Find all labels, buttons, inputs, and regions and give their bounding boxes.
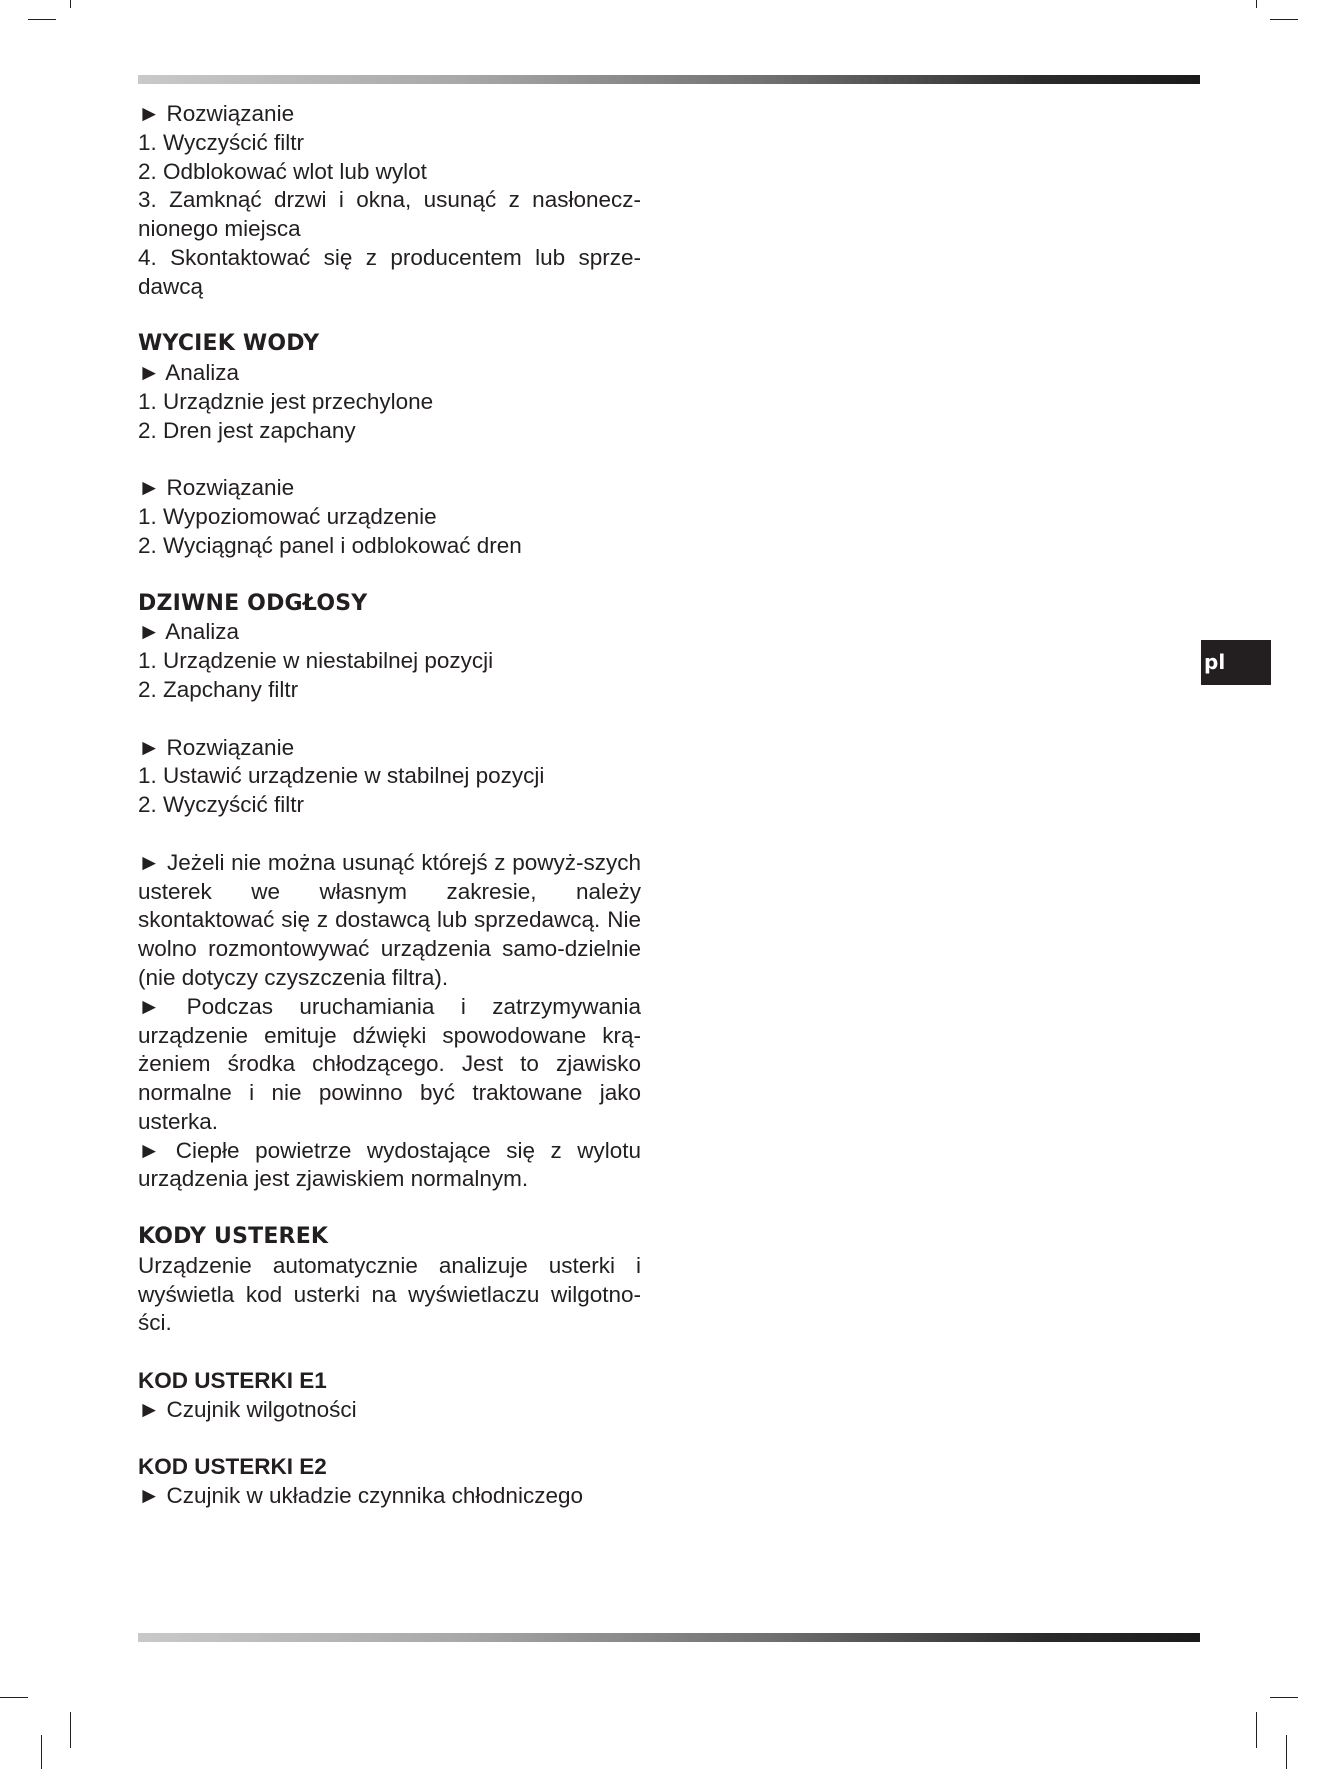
list-item: 3. Zamknąć drzwi i okna, usunąć z nasłonecz- bbox=[138, 187, 641, 213]
analysis-title: ► Analiza bbox=[138, 619, 240, 645]
crop-mark bbox=[0, 1697, 28, 1698]
list-item: 2. Dren jest zapchany bbox=[138, 417, 356, 443]
list-item: dawcą bbox=[138, 273, 204, 299]
list-item: 4. Skontaktować się z producentem lub sprze- bbox=[138, 244, 641, 270]
section-heading-error-codes: KODY USTEREK bbox=[138, 1224, 329, 1250]
error-code-description: ► Czujnik wilgotności bbox=[138, 1396, 357, 1422]
error-code-description: ► Czujnik w układzie czynnika chłodniczego bbox=[138, 1483, 583, 1509]
crop-mark bbox=[1256, 0, 1257, 8]
note-paragraph: ► Jeżeli nie można usunąć którejś z powyż-szych usterek we własnym zakresie, należy skontaktować się z dostawcą lub sprzedawcą. Nie wolno rozmontowywać urządzenia samo-dzielnie (nie dotyczy czyszczenia filtra). bbox=[138, 849, 641, 990]
list-item: 1. Wypoziomować urządzenie bbox=[138, 504, 437, 530]
top-gradient-rule bbox=[138, 75, 1200, 84]
note-paragraph: ► Ciepłe powietrze wydostające się z wylotu urządzenia jest zjawiskiem normalnym. bbox=[138, 1137, 641, 1192]
list-item: 2. Wyciągnąć panel i odblokować dren bbox=[138, 532, 522, 558]
crop-mark bbox=[1270, 1697, 1298, 1698]
analysis-title: ► Analiza bbox=[138, 360, 240, 386]
language-tab: pl bbox=[1201, 640, 1271, 685]
crop-mark bbox=[28, 19, 56, 20]
list-item: 2. Odblokować wlot lub wylot bbox=[138, 158, 427, 184]
manual-page-content bbox=[138, 100, 641, 1511]
crop-mark bbox=[1270, 19, 1298, 20]
crop-mark bbox=[70, 0, 71, 8]
section-heading-water-leak: WYCIEK WODY bbox=[138, 331, 320, 357]
error-codes-intro: Urządzenie automatycznie analizuje usterki i wyświetla kod usterki na wyświetlaczu wilgotno-ści. bbox=[138, 1252, 641, 1336]
crop-mark bbox=[70, 1712, 71, 1748]
crop-mark bbox=[41, 1735, 42, 1769]
note-paragraph: ► Podczas uruchamiania i zatrzymywania urządzenie emituje dźwięki spowodowane krą-żeniem środka chłodzącego. Jest to zjawisko normalne i nie powinno być traktowane jako usterka. bbox=[138, 993, 641, 1134]
list-item: 1. Wyczyścić filtr bbox=[138, 129, 305, 155]
error-code-title: KOD USTERKI E1 bbox=[138, 1368, 327, 1394]
list-item: 2. Zapchany filtr bbox=[138, 676, 299, 702]
list-item: 2. Wyczyścić filtr bbox=[138, 792, 305, 818]
crop-mark bbox=[1256, 1712, 1257, 1748]
section-heading-strange-noises: DZIWNE ODGŁOSY bbox=[138, 590, 368, 616]
list-item: 1. Ustawić urządzenie w stabilnej pozycji bbox=[138, 763, 545, 789]
list-item: nionego miejsca bbox=[138, 216, 301, 242]
bottom-gradient-rule bbox=[138, 1633, 1200, 1642]
solution-title: ► Rozwiązanie bbox=[138, 101, 295, 126]
solution-title: ► Rozwiązanie bbox=[138, 734, 295, 760]
error-code-title: KOD USTERKI E2 bbox=[138, 1454, 327, 1480]
solution-title: ► Rozwiązanie bbox=[138, 475, 295, 501]
crop-mark bbox=[1286, 1735, 1287, 1769]
list-item: 1. Urządznie jest przechylone bbox=[138, 388, 434, 414]
list-item: 1. Urządzenie w niestabilnej pozycji bbox=[138, 648, 494, 674]
